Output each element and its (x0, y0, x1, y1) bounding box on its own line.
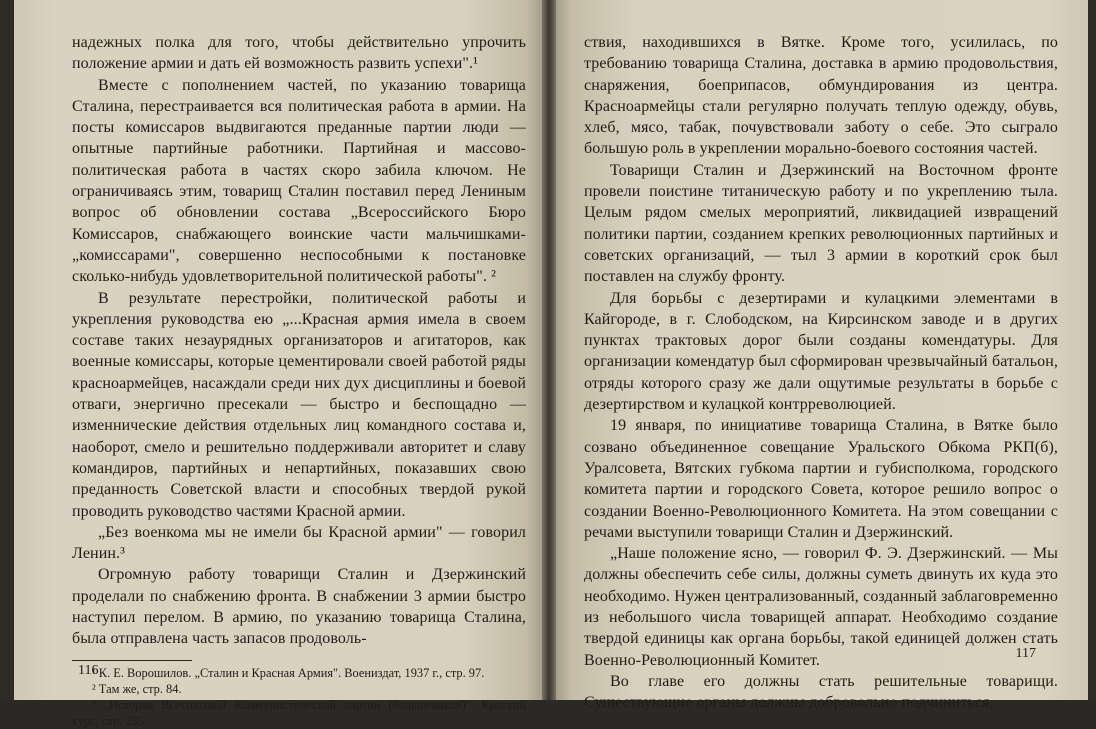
paragraph: надежных полка для того, чтобы действительно упрочить положение армии и дать ей возможность развить успехи".¹ (72, 34, 526, 73)
paragraph: Вместе с пополнением частей, по указанию товарища Сталина, перестраивается вся политическая работа в армии. На посты комиссаров выдвигаются преданные партии люди — опытные партийные работники. Партийная и массово-политическая работа в частях скоро забила ключом. Не ограничиваясь этим, товарищ Сталин поставил перед Лениным вопрос об обновлении состава „Всероссийского Бюро Комиссаров, снабжающего воинские части мальчишками-„комиссарами", совершенно неспособными к постановке сколько-нибудь удовлетворительной политической работы". ² (72, 76, 526, 286)
paragraph: „Без военкома мы не имели бы Красной армии" — говорил Ленин.³ (72, 523, 526, 563)
footnote: ² Там же, стр. 84. (92, 681, 182, 696)
left-page-body (72, 32, 526, 650)
paragraph: 19 января, по инициативе товарища Сталина, в Вятке было созвано объединенное совещание Уральского Обкома РКП(б), Уралсовета, Вятских губкома партии и губисполкома, городского комитета партии и городского Совета, которое решило вопрос о создании Военно-Революционного Комитета. На этом совещании с речами выступили товарищи Сталин и Дзержинский. (584, 417, 1058, 541)
left-page (14, 0, 542, 728)
paragraph: Товарищи Сталин и Дзержинский на Восточном фронте провели поистине титаническую работу и по укреплению тыла. Целым рядом смелых мероприятий, ликвидацией извращений политики партии, созданием крепких революционных партийных и советских организаций, — тыл 3 армии в короткий срок был поставлен на службу фронту. (584, 161, 1058, 286)
paragraph: Во главе его должны стать решительные товарищи. Существующие органы должны добровольно подчиниться, (584, 672, 1058, 712)
footnotes (72, 665, 526, 729)
right-page (556, 0, 1088, 712)
right-page-body (584, 32, 1058, 714)
footnote-divider (72, 660, 192, 661)
book-gutter (542, 0, 556, 700)
page-number-left: 116 (78, 663, 99, 678)
footnote: ¹ К. Е. Ворошилов. „Сталин и Красная Армия". Воениздат, 1937 г., стр. 97. (92, 665, 485, 680)
paragraph: Для борьбы с дезертирами и кулацкими элементами в Кайгороде, в г. Слободском, на Кирсинском заводе и в других пунктах трактовых дорог были созданы комендатуры. Для организации комендатур был сформирован чрезвычайный батальон, отряды которого сразу же дали ощутимые результаты в борьбе с дезертирством и кулацкой контрреволюцией. (584, 289, 1058, 414)
paragraph: В результате перестройки, политической работы и укрепления руководства ею „...Красная армия имела в своем составе таких незаурядных организаторов и агитаторов, как военные комиссары, которые цементировали своей работой ряды красноармейцев, насаждали среди них дух дисциплины и боевой отваги, энергично пресекали — быстро и беспощадно — изменнические действия отдельных лиц командного состава и, наоборот, смело и решительно поддерживали авторитет и славу командиров, партийных и непартийных, показавших свою преданность Советской власти и способных твердой рукой проводить руководство частями Красной армии. (72, 289, 526, 520)
paragraph: „Наше положение ясно, — говорил Ф. Э. Дзержинский. — Мы должны обеспечить себе силы, должны суметь двинуть их куда это необходимо. Нужен централизованный, созданный заблаговременно из небольшого числа товарищей аппарат. Необходимо создание твердой единицы как органа борьбы, такой единицей должен стать Военно-Революционный Комитет. (584, 545, 1058, 669)
page-number-right: 117 (1015, 646, 1036, 661)
footnote: ³ „История Всесоюзной Коммунистической партии (большевиков)". Краткий курс, стр. 235. (72, 697, 526, 728)
paragraph: ствия, находившихся в Вятке. Кроме того, усилилась, по требованию товарища Сталина, доставка в армию продовольствия, снаряжения, боеприпасов, обмундирования из центра. Красноармейцы стали регулярно получать теплую одежду, обувь, хлеб, мясо, табак, почувствовали заботу о себе. Это сыграло большую роль в укреплении морально-боевого состояния частей. (584, 34, 1058, 158)
paragraph: Огромную работу товарищи Сталин и Дзержинский проделали по снабжению фронта. В снабжении 3 армии быстро наступил перелом. В армию, по указанию товарища Сталина, была отправлена часть запасов продоволь- (72, 566, 526, 648)
